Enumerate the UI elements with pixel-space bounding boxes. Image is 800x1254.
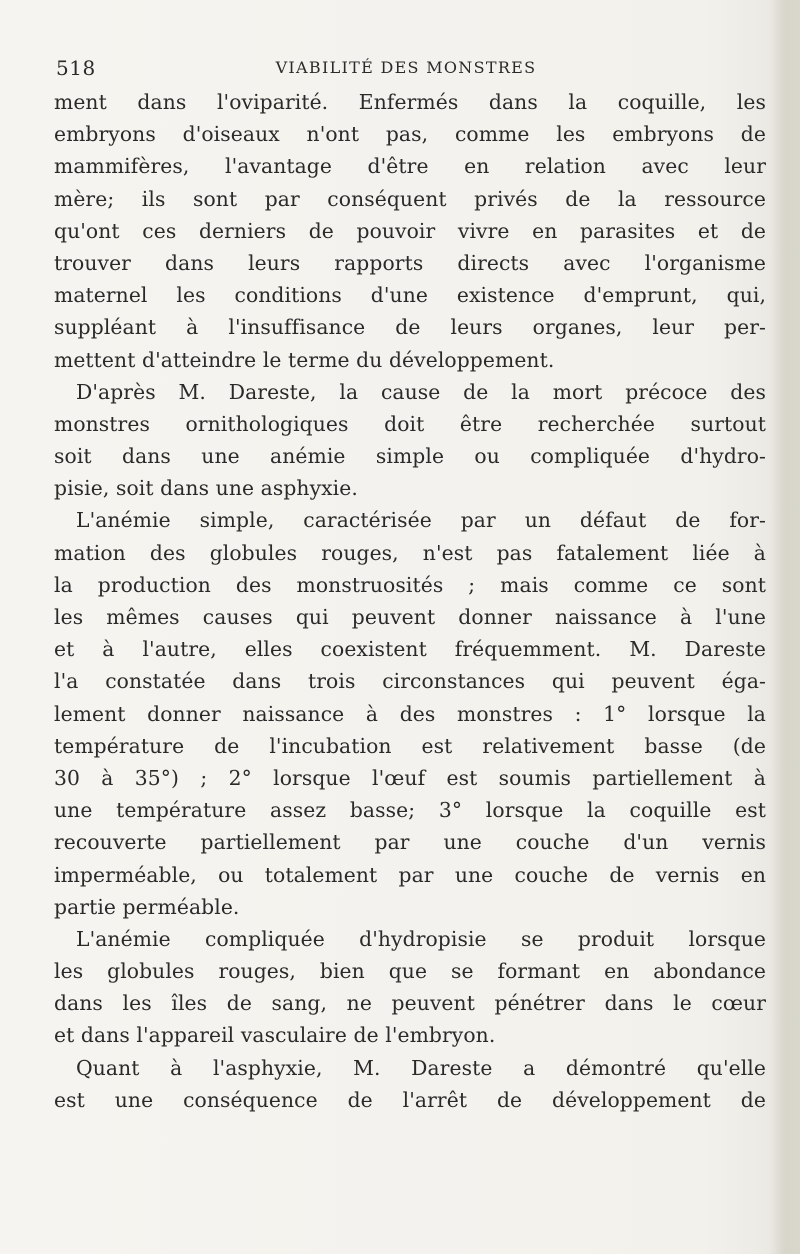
text-line: trouver dans leurs rapports directs avec l'organisme [54,250,766,275]
text-line: et à l'autre, elles coexistent fréquemment. M. Dareste [54,637,766,662]
text-line: température de l'incubation est relativement basse (de [54,733,766,758]
text-line: D'après M. Dareste, la cause de la mort précoce des [76,379,766,404]
text-line: la production des monstruosités ; mais comme ce sont [54,572,766,597]
text-line: soit dans une anémie simple ou compliquée d'hydro- [54,444,766,469]
text-line: mation des globules rouges, n'est pas fatalement liée à [54,540,766,565]
text-line: est une conséquence de l'arrêt de développement de [54,1087,766,1112]
text-line: monstres ornithologiques doit être recherchée surtout [54,411,766,436]
text-line: partie perméable. [54,894,240,919]
page-number: 518 [56,56,96,80]
page-edge-shadow [770,0,800,1254]
text-line: l'a constatée dans trois circonstances qui peuvent éga- [54,669,766,694]
text-line: imperméable, ou totalement par une couche de vernis en [54,862,766,887]
text-line: qu'ont ces derniers de pouvoir vivre en parasites et de [54,218,766,243]
running-title: VIABILITÉ DES MONSTRES [275,58,537,77]
text-line: et dans l'appareil vasculaire de l'embryon. [54,1023,496,1048]
text-line: recouverte partiellement par une couche d'un vernis [54,830,766,855]
page-header [56,56,756,86]
text-line: Quant à l'asphyxie, M. Dareste a démontré qu'elle [76,1055,766,1080]
body-text [54,86,766,1116]
text-line: dans les îles de sang, ne peuvent pénétrer dans le cœur [54,991,766,1016]
text-line: L'anémie simple, caractérisée par un défaut de for- [76,508,766,533]
text-line: les globules rouges, bien que se formant en abondance [54,959,766,984]
text-line: mère; ils sont par conséquent privés de la ressource [54,186,766,211]
text-line: pisie, soit dans une asphyxie. [54,476,358,501]
text-line: mettent d'atteindre le terme du développement. [54,347,555,372]
text-line: maternel les conditions d'une existence d'emprunt, qui, [54,283,766,308]
text-line: L'anémie compliquée d'hydropisie se produit lorsque [76,926,766,951]
text-line: mammifères, l'avantage d'être en relation avec leur [54,154,766,179]
text-line: embryons d'oiseaux n'ont pas, comme les embryons de [54,122,766,147]
text-line: suppléant à l'insuffisance de leurs organes, leur per- [54,315,766,340]
text-line: une température assez basse; 3° lorsque la coquille est [54,798,766,823]
text-line: les mêmes causes qui peuvent donner naissance à l'une [54,605,766,629]
text-line: ment dans l'oviparité. Enfermés dans la coquille, les [54,90,766,114]
text-line: 30 à 35°) ; 2° lorsque l'œuf est soumis partiellement à [54,765,766,790]
text-line: lement donner naissance à des monstres : 1° lorsque la [54,701,766,726]
